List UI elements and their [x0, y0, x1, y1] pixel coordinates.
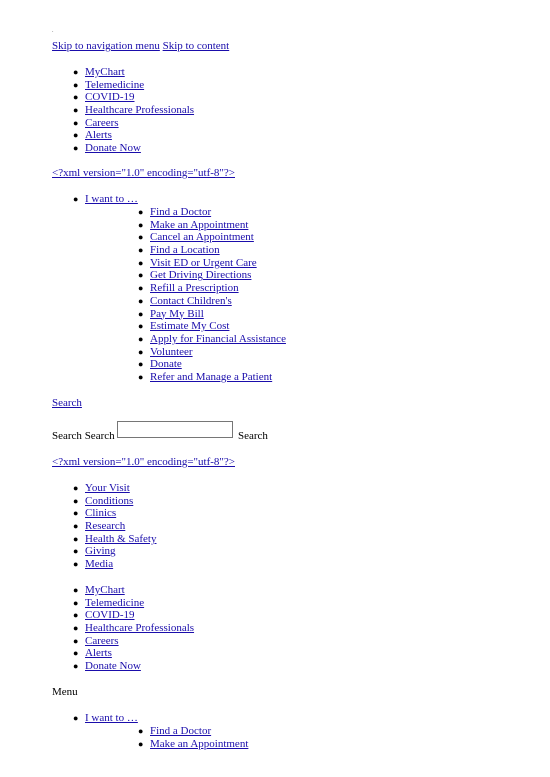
bullet-icon: ●: [138, 321, 144, 332]
utility-nav-item: [73, 596, 194, 610]
submenu-item: [138, 370, 286, 384]
utility-nav-item: [73, 609, 194, 622]
alerts-link[interactable]: Alerts: [85, 647, 112, 660]
submenu-item: [138, 725, 248, 738]
main-nav: [73, 482, 157, 571]
submenu-item: [138, 256, 286, 270]
i-want-to-item: [73, 193, 138, 206]
careers-link[interactable]: Careers: [85, 116, 119, 129]
utility-nav-item: [73, 584, 194, 597]
bullet-icon: ●: [73, 648, 79, 659]
donate-now-link[interactable]: Donate Now: [85, 660, 141, 673]
i-want-to-item: [73, 712, 138, 725]
visit-ed-urgent-care-link[interactable]: Visit ED or Urgent Care: [150, 256, 257, 269]
utility-nav-item: [73, 91, 194, 104]
submenu-item: [138, 244, 286, 257]
find-a-doctor-link[interactable]: Find a Doctor: [150, 206, 212, 218]
skip-links: [52, 40, 229, 53]
alerts-link[interactable]: Alerts: [85, 129, 112, 142]
submenu-item: [138, 332, 286, 346]
search-label: [52, 430, 115, 443]
i-want-to-menu-2: [73, 712, 138, 725]
main-nav-item: [73, 520, 156, 533]
giving-link[interactable]: Giving: [85, 545, 116, 558]
research-link[interactable]: Research: [85, 520, 126, 533]
submenu-item: [138, 231, 286, 244]
telemedicine-link[interactable]: Telemedicine: [85, 596, 145, 609]
financial-assistance-link[interactable]: Apply for Financial Assistance: [150, 332, 286, 345]
xml-declaration-link-2[interactable]: <?xml version="1.0" encoding="utf-8"?>: [52, 456, 235, 468]
utility-nav-item: [73, 647, 194, 660]
bullet-icon: ●: [73, 483, 79, 493]
submenu-item: [138, 320, 286, 333]
submenu-item: [138, 358, 286, 371]
search-link[interactable]: Search: [52, 397, 82, 409]
bullet-icon: ●: [138, 207, 144, 217]
utility-nav-item: [73, 634, 194, 648]
bullet-icon: ●: [73, 508, 79, 519]
utility-nav-item: [73, 78, 194, 92]
search-label-1: Search: [52, 430, 82, 442]
healthcare-professionals-link[interactable]: Healthcare Professionals: [85, 104, 195, 117]
bullet-icon: ●: [73, 117, 79, 128]
utility-nav-item: [73, 660, 194, 673]
bullet-icon: ●: [73, 79, 79, 90]
main-nav-item: [73, 482, 156, 495]
search-input[interactable]: [117, 421, 233, 438]
i-want-to-link[interactable]: I want to …: [85, 193, 138, 205]
volunteer-link[interactable]: Volunteer: [150, 345, 193, 358]
xml-declaration-2: [52, 456, 235, 469]
menu-label[interactable]: Menu: [52, 686, 78, 698]
bullet-icon: ●: [73, 623, 79, 634]
skip-to-navigation-link[interactable]: Skip to navigation menu: [52, 40, 160, 52]
skip-to-content-link[interactable]: Skip to content: [162, 40, 230, 52]
bullet-icon: ●: [73, 67, 79, 77]
main-nav-item: [73, 532, 157, 546]
pay-my-bill-link[interactable]: Pay My Bill: [150, 307, 204, 320]
search-label-2: Search: [84, 430, 115, 442]
bullet-icon: ●: [138, 257, 144, 268]
submenu-item: [138, 345, 286, 359]
submenu-item: [138, 269, 286, 282]
xml-declaration-link[interactable]: <?xml version="1.0" encoding="utf-8"?>: [52, 167, 235, 179]
bullet-icon: ●: [73, 597, 79, 608]
i-want-to-submenu-2: [138, 725, 249, 750]
donate-now-link[interactable]: Donate Now: [85, 142, 141, 155]
find-a-location-link[interactable]: Find a Location: [150, 244, 220, 257]
bullet-icon: ●: [73, 585, 79, 595]
utility-nav-item: [73, 104, 195, 117]
top-marker: .: [52, 28, 54, 34]
bullet-icon: ●: [73, 92, 79, 103]
telemedicine-link[interactable]: Telemedicine: [85, 78, 145, 91]
covid-link[interactable]: COVID-19: [85, 91, 135, 104]
bullet-icon: ●: [138, 726, 144, 736]
bullet-icon: ●: [73, 546, 79, 557]
get-driving-directions-link[interactable]: Get Driving Directions: [150, 269, 252, 282]
utility-nav-2: [73, 584, 195, 673]
bullet-icon: ●: [138, 738, 144, 749]
utility-nav-item: [73, 622, 195, 635]
refill-prescription-link[interactable]: Refill a Prescription: [150, 282, 239, 295]
bullet-icon: ●: [138, 371, 144, 382]
bullet-icon: ●: [73, 635, 79, 646]
bullet-icon: ●: [138, 219, 144, 230]
submenu-item: [138, 307, 286, 321]
search-link-wrap: [52, 397, 82, 410]
i-want-to-link[interactable]: I want to …: [85, 712, 138, 724]
bullet-icon: ●: [73, 661, 79, 672]
search-button[interactable]: Search: [238, 430, 268, 442]
bullet-icon: ●: [73, 610, 79, 621]
health-safety-link[interactable]: Health & Safety: [85, 532, 157, 545]
bullet-icon: ●: [138, 245, 144, 256]
main-nav-item: [73, 545, 156, 558]
bullet-icon: ●: [138, 359, 144, 370]
bullet-icon: ●: [73, 533, 79, 544]
conditions-link[interactable]: Conditions: [85, 494, 134, 507]
submenu-item: [138, 282, 286, 295]
cancel-an-appointment-link[interactable]: Cancel an Appointment: [150, 231, 254, 244]
make-an-appointment-link[interactable]: Make an Appointment: [150, 218, 249, 231]
submenu-item: [138, 294, 286, 308]
main-nav-item: [73, 558, 156, 571]
bullet-icon: ●: [73, 143, 79, 154]
submenu-item: [138, 206, 286, 219]
utility-nav-item: [73, 66, 194, 79]
bullet-icon: ●: [73, 559, 79, 570]
bullet-icon: ●: [138, 270, 144, 281]
make-an-appointment-link[interactable]: Make an Appointment: [150, 737, 249, 750]
clinics-link[interactable]: Clinics: [85, 507, 117, 520]
contact-childrens-link[interactable]: Contact Children's: [150, 294, 232, 307]
utility-nav-item: [73, 116, 194, 130]
bullet-icon: ●: [138, 308, 144, 319]
submenu-item: [138, 737, 249, 751]
bullet-icon: ●: [73, 521, 79, 532]
bullet-icon: ●: [138, 283, 144, 294]
i-want-to-menu: [73, 193, 138, 206]
utility-nav: [73, 66, 195, 155]
careers-link[interactable]: Careers: [85, 634, 119, 647]
utility-nav-item: [73, 142, 194, 155]
bullet-icon: ●: [138, 295, 144, 306]
bullet-icon: ●: [138, 232, 144, 243]
bullet-icon: ●: [73, 194, 79, 204]
bullet-icon: ●: [73, 105, 79, 116]
your-visit-link[interactable]: Your Visit: [85, 482, 130, 494]
covid-link[interactable]: COVID-19: [85, 609, 135, 622]
xml-declaration: [52, 167, 235, 180]
bullet-icon: ●: [73, 495, 79, 506]
mychart-link[interactable]: MyChart: [85, 66, 125, 78]
donate-link[interactable]: Donate: [150, 358, 182, 371]
utility-nav-item: [73, 129, 194, 142]
bullet-icon: ●: [138, 333, 144, 344]
submenu-item: [138, 218, 286, 232]
healthcare-professionals-link[interactable]: Healthcare Professionals: [85, 622, 195, 635]
media-link[interactable]: Media: [85, 558, 114, 571]
estimate-my-cost-link[interactable]: Estimate My Cost: [150, 320, 230, 333]
refer-manage-patient-link[interactable]: Refer and Manage a Patient: [150, 370, 273, 383]
bullet-icon: ●: [73, 713, 79, 723]
mychart-link[interactable]: MyChart: [85, 584, 125, 596]
i-want-to-submenu: [138, 206, 286, 384]
main-nav-item: [73, 507, 156, 520]
bullet-icon: ●: [138, 346, 144, 357]
main-nav-item: [73, 494, 156, 508]
bullet-icon: ●: [73, 130, 79, 141]
find-a-doctor-link[interactable]: Find a Doctor: [150, 725, 212, 737]
